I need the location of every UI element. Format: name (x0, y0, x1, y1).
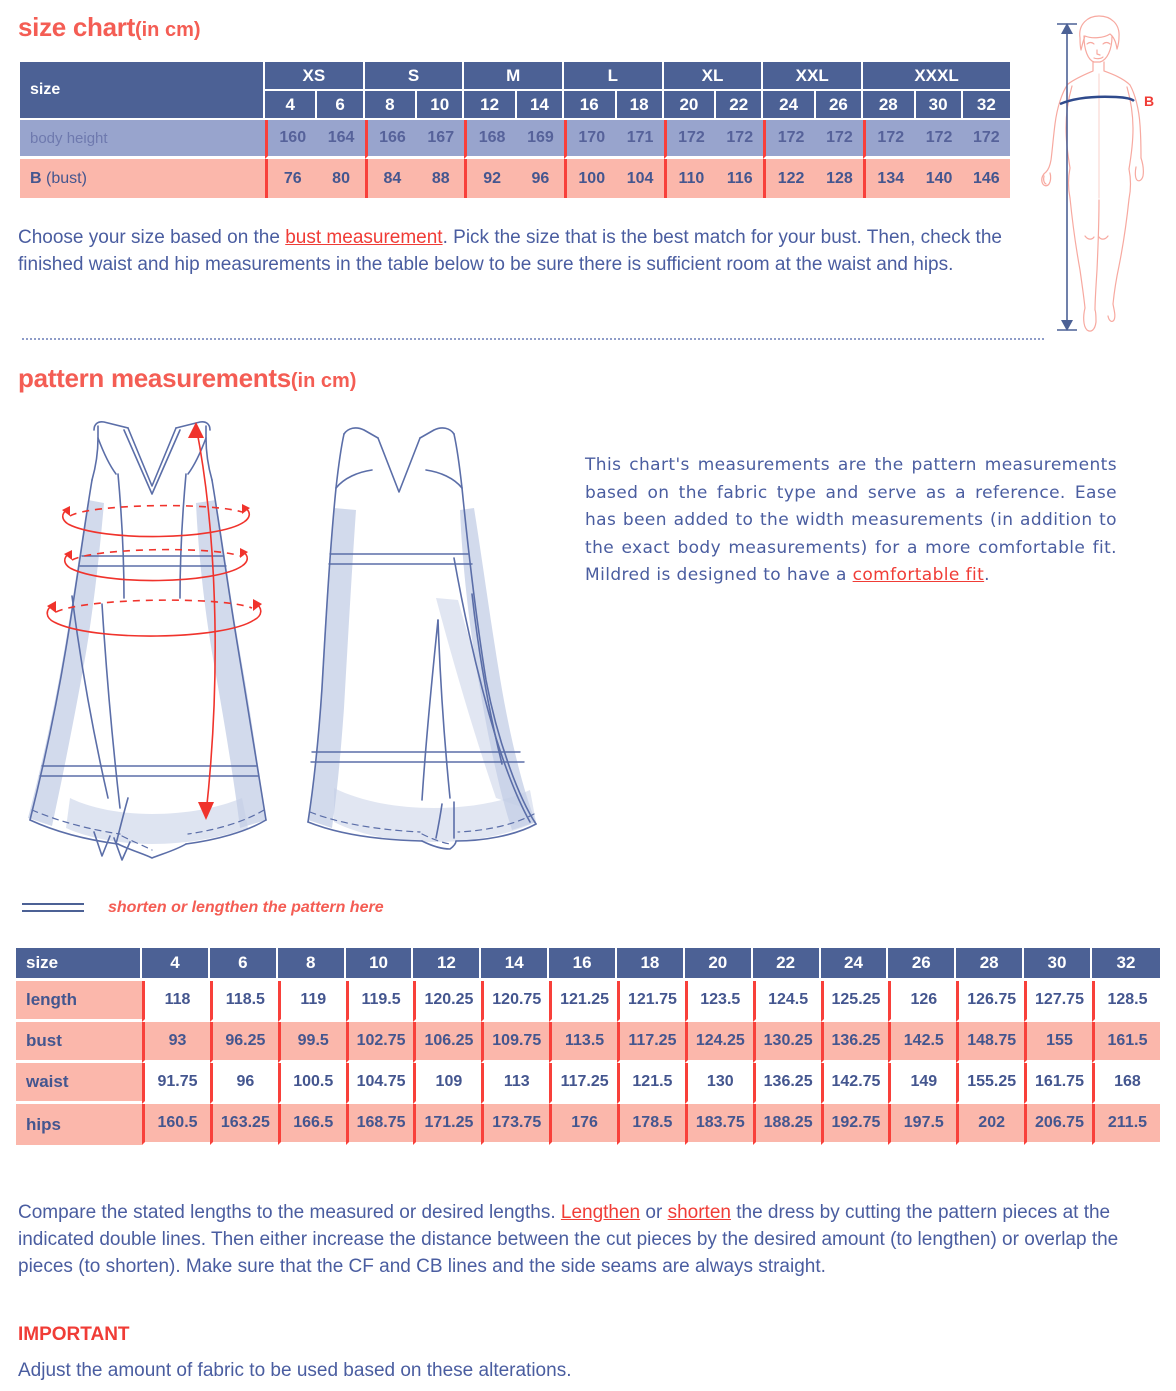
size-col-12: 12 (464, 91, 516, 120)
pattern-row-hips (16, 1104, 1160, 1145)
note-highlight: bust measurement (285, 227, 443, 248)
note-after: . Pick the size that is the best match for your bust. Then, check the finished waist and hip measurements in the table below to be sure there is sufficient room at the waist and hips. (18, 227, 1002, 275)
pattern-description (585, 452, 1117, 590)
footer-part3: the dress by cutting the pattern pieces at the indicated double lines. Then either increase the distance between the cut pieces by the desired amount (to lengthen) or overlap the pieces (to shorten). Make sure that the CF and CB lines and the side seams are always straight. (18, 1202, 1119, 1277)
size-col-16: 16 (564, 91, 616, 120)
size-col-24: 24 (763, 91, 815, 120)
waist-6: 96 (210, 1063, 278, 1104)
footer-part1: Compare the stated lengths to the measured or desired lengths. (18, 1202, 561, 1223)
size-col-20: 20 (664, 91, 716, 120)
body-height-18: 171 (617, 120, 664, 159)
pattern-col-32: 32 (1092, 948, 1160, 981)
waist-16: 117.25 (549, 1063, 617, 1104)
pattern-label-hips: hips (16, 1104, 142, 1145)
important-text: Adjust the amount of fabric to be used based on these alterations. (18, 1360, 572, 1381)
hips-32: 211.5 (1092, 1104, 1160, 1145)
body-height-8: 166 (365, 120, 417, 159)
bust-32: 146 (963, 159, 1010, 198)
pattern-col-4: 4 (142, 948, 210, 981)
bust-30: 140 (916, 159, 963, 198)
size-group-s: S (365, 62, 465, 91)
pbust-22: 130.25 (753, 1022, 821, 1063)
pattern-label-length: length (16, 981, 142, 1022)
pattern-col-26: 26 (888, 948, 956, 981)
length-22: 124.5 (753, 981, 821, 1022)
bust-22: 116 (716, 159, 763, 198)
bust-8: 84 (365, 159, 417, 198)
body-height-28: 172 (863, 120, 915, 159)
size-group-xl: XL (664, 62, 764, 91)
pbust-6: 96.25 (210, 1022, 278, 1063)
pattern-col-12: 12 (413, 948, 481, 981)
hips-18: 178.5 (617, 1104, 685, 1145)
length-4: 118 (142, 981, 210, 1022)
bust-24: 122 (763, 159, 815, 198)
legend-label: shorten or lengthen the pattern here (108, 899, 384, 916)
bust-28: 134 (863, 159, 915, 198)
pattern-col-14: 14 (481, 948, 549, 981)
size-chart-table (20, 62, 1010, 198)
size-col-28: 28 (863, 91, 915, 120)
size-col-8: 8 (365, 91, 417, 120)
hips-24: 192.75 (821, 1104, 889, 1145)
pbust-28: 148.75 (956, 1022, 1024, 1063)
size-col-6: 6 (317, 91, 364, 120)
pattern-col-20: 20 (685, 948, 753, 981)
hips-12: 171.25 (413, 1104, 481, 1145)
body-outline (1042, 16, 1144, 331)
waist-26: 149 (888, 1063, 956, 1104)
size-chart-group-header-row (20, 62, 1010, 91)
pbust-14: 109.75 (481, 1022, 549, 1063)
pbust-18: 117.25 (617, 1022, 685, 1063)
important-heading: IMPORTANT (18, 1324, 130, 1345)
bust-6: 80 (317, 159, 364, 198)
hips-10: 168.75 (346, 1104, 414, 1145)
pattern-col-22: 22 (753, 948, 821, 981)
waist-30: 161.75 (1024, 1063, 1092, 1104)
body-figure (1024, 8, 1174, 343)
pattern-label-waist: waist (16, 1063, 142, 1104)
bust-12: 92 (464, 159, 516, 198)
pattern-size-label: size (16, 948, 142, 981)
pattern-row-bust (16, 1022, 1160, 1063)
waist-10: 104.75 (346, 1063, 414, 1104)
hips-22: 188.25 (753, 1104, 821, 1145)
pattern-desc-highlight: comfortable fit (852, 565, 985, 586)
footer-highlight-shorten: shorten (667, 1202, 731, 1223)
length-30: 127.75 (1024, 981, 1092, 1022)
length-16: 121.25 (549, 981, 617, 1022)
waist-14: 113 (481, 1063, 549, 1104)
body-height-row (20, 120, 1010, 159)
length-10: 119.5 (346, 981, 414, 1022)
bust-row-label (20, 159, 265, 198)
length-32: 128.5 (1092, 981, 1160, 1022)
pbust-12: 106.25 (413, 1022, 481, 1063)
pattern-col-8: 8 (278, 948, 346, 981)
pattern-desc-after: . (984, 565, 990, 586)
pbust-4: 93 (142, 1022, 210, 1063)
hips-6: 163.25 (210, 1104, 278, 1145)
length-14: 120.75 (481, 981, 549, 1022)
pbust-30: 155 (1024, 1022, 1092, 1063)
bust-18: 104 (617, 159, 664, 198)
waist-18: 121.5 (617, 1063, 685, 1104)
size-chart-title (18, 12, 201, 43)
waist-20: 130 (685, 1063, 753, 1104)
bust-measure-line (1060, 97, 1134, 104)
length-28: 126.75 (956, 981, 1024, 1022)
waist-12: 109 (413, 1063, 481, 1104)
length-8: 119 (278, 981, 346, 1022)
bust-16: 100 (564, 159, 616, 198)
body-height-16: 170 (564, 120, 616, 159)
size-group-xxxl: XXXL (863, 62, 1010, 91)
size-chart-title-text: size chart (18, 12, 135, 42)
pattern-title-unit: (in cm) (290, 370, 357, 392)
bust-10: 88 (417, 159, 464, 198)
body-height-12: 168 (464, 120, 516, 159)
waist-28: 155.25 (956, 1063, 1024, 1104)
size-col-22: 22 (716, 91, 763, 120)
pattern-desc-before: This chart's measurements are the pattern measurements based on the fabric type and serve as a reference. Ease has been added to the width measurements (in addition to the exact body measurements) for a more comfortable fit. Mildred is designed to have a (585, 455, 1117, 586)
size-col-30: 30 (916, 91, 963, 120)
hips-20: 183.75 (685, 1104, 753, 1145)
hips-8: 166.5 (278, 1104, 346, 1145)
waist-24: 142.75 (821, 1063, 889, 1104)
body-height-32: 172 (963, 120, 1010, 159)
size-col-14: 14 (517, 91, 564, 120)
dress-back-svg (286, 408, 576, 888)
section-divider (22, 338, 1044, 340)
waist-8: 100.5 (278, 1063, 346, 1104)
body-height-6: 164 (317, 120, 364, 159)
bust-4: 76 (265, 159, 317, 198)
size-chart-body (20, 62, 1010, 198)
pattern-col-24: 24 (821, 948, 889, 981)
pattern-title-text: pattern measurements (18, 363, 291, 393)
length-20: 123.5 (685, 981, 753, 1022)
body-height-label: body height (20, 120, 265, 159)
dress-front-svg (10, 408, 300, 888)
size-group-m: M (464, 62, 564, 91)
hips-16: 176 (549, 1104, 617, 1145)
pattern-col-6: 6 (210, 948, 278, 981)
length-6: 118.5 (210, 981, 278, 1022)
pattern-table-body (16, 948, 1160, 1145)
footer-part2: or (640, 1202, 668, 1223)
size-col-32: 32 (963, 91, 1010, 120)
bust-measure-label: B (1144, 93, 1155, 109)
pbust-20: 124.25 (685, 1022, 753, 1063)
footer-highlight-lengthen: Lengthen (560, 1202, 641, 1223)
bust-14: 96 (517, 159, 564, 198)
bust-row-label-sub: (bust) (41, 169, 87, 187)
front-shading (28, 500, 266, 844)
length-26: 126 (888, 981, 956, 1022)
size-col-10: 10 (417, 91, 464, 120)
body-height-10: 167 (417, 120, 464, 159)
dress-back-illustration (286, 408, 576, 893)
dress-front-illustration (10, 408, 300, 893)
length-24: 125.25 (821, 981, 889, 1022)
bust-20: 110 (664, 159, 716, 198)
pbust-26: 142.5 (888, 1022, 956, 1063)
bust-row (20, 159, 1010, 198)
footer-instructions (18, 1200, 1166, 1281)
pbust-10: 102.75 (346, 1022, 414, 1063)
bust-row-label-bold: B (30, 169, 42, 187)
height-arrow (1057, 23, 1077, 331)
size-group-l: L (564, 62, 664, 91)
pattern-label-bust: bust (16, 1022, 142, 1063)
waist-4: 91.75 (142, 1063, 210, 1104)
pattern-row-length (16, 981, 1160, 1022)
body-height-4: 160 (265, 120, 317, 159)
body-figure-svg (1024, 8, 1174, 338)
pbust-24: 136.25 (821, 1022, 889, 1063)
pbust-8: 99.5 (278, 1022, 346, 1063)
pattern-col-10: 10 (346, 948, 414, 981)
size-chart-unit: (in cm) (134, 19, 201, 41)
size-chart-note (18, 225, 1030, 279)
pbust-16: 113.5 (549, 1022, 617, 1063)
note-before: Choose your size based on the (18, 227, 286, 248)
pattern-col-18: 18 (617, 948, 685, 981)
pattern-measurements-table (16, 948, 1160, 1145)
pattern-col-28: 28 (956, 948, 1024, 981)
waist-32: 168 (1092, 1063, 1160, 1104)
body-height-14: 169 (517, 120, 564, 159)
pattern-col-16: 16 (549, 948, 617, 981)
length-18: 121.75 (617, 981, 685, 1022)
hips-14: 173.75 (481, 1104, 549, 1145)
bust-26: 128 (816, 159, 863, 198)
pattern-measurements-title (18, 363, 356, 394)
pattern-col-30: 30 (1024, 948, 1092, 981)
size-chart-size-label: size (20, 62, 265, 120)
hips-26: 197.5 (888, 1104, 956, 1145)
size-col-26: 26 (816, 91, 863, 120)
double-line-icon (22, 903, 84, 912)
pattern-header-row (16, 948, 1160, 981)
hips-4: 160.5 (142, 1104, 210, 1145)
body-height-20: 172 (664, 120, 716, 159)
body-height-30: 172 (916, 120, 963, 159)
size-col-4: 4 (265, 91, 317, 120)
waist-22: 136.25 (753, 1063, 821, 1104)
size-group-xs: XS (265, 62, 365, 91)
body-height-22: 172 (716, 120, 763, 159)
pbust-32: 161.5 (1092, 1022, 1160, 1063)
hips-28: 202 (956, 1104, 1024, 1145)
body-height-24: 172 (763, 120, 815, 159)
hips-30: 206.75 (1024, 1104, 1092, 1145)
pattern-row-waist (16, 1063, 1160, 1104)
body-height-26: 172 (816, 120, 863, 159)
length-12: 120.25 (413, 981, 481, 1022)
size-group-xxl: XXL (763, 62, 863, 91)
size-col-18: 18 (617, 91, 664, 120)
